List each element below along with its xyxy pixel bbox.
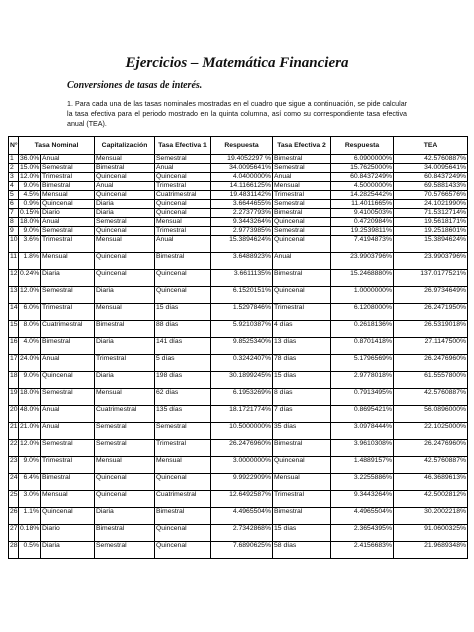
tea-value: 26.9734649% (394, 287, 468, 304)
tea-value: 56.0896000% (394, 406, 468, 423)
table-row (9, 406, 468, 423)
effective-period-1: Quincenal (155, 173, 211, 182)
table-row (9, 287, 468, 304)
answer-2: 15.7625000% (331, 164, 394, 173)
effective-period-1: Trimestral (155, 227, 211, 236)
answer-1: 19.4052297 % (211, 155, 273, 164)
capitalization: Quincenal (95, 270, 155, 287)
effective-period-2: Anual (273, 253, 331, 270)
effective-period-2: Trimestral (273, 191, 331, 200)
row-number: 21 (9, 423, 19, 440)
answer-2: 7.4194873% (331, 236, 394, 253)
nominal-rate: 18.0% (19, 389, 41, 406)
effective-period-1: 198 días (155, 372, 211, 389)
nominal-rate: 9.0% (19, 457, 41, 474)
answer-2: 4.5000000% (331, 182, 394, 191)
header-number: N° (9, 137, 19, 155)
answer-1: 3.6611135% (211, 270, 273, 287)
row-number: 2 (9, 164, 19, 173)
tea-value: 24.1021990% (394, 200, 468, 209)
effective-period-2: 4 días (273, 321, 331, 338)
answer-2: 2.9778018% (331, 372, 394, 389)
effective-period-1: Bimestral (155, 508, 211, 525)
tea-value: 70.5766576% (394, 191, 468, 200)
capitalization: Semestral (95, 440, 155, 457)
capitalization: Quincenal (95, 191, 155, 200)
capitalization: Mensual (95, 155, 155, 164)
effective-period-2: Anual (273, 173, 331, 182)
answer-2: 0.8701418% (331, 338, 394, 355)
effective-period-1: Anual (155, 164, 211, 173)
nominal-period: Semestral (41, 440, 95, 457)
table-row (9, 236, 468, 253)
header-answer-1: Respuesta (211, 137, 273, 155)
row-number: 17 (9, 355, 19, 372)
nominal-rate: 1.8% (19, 253, 41, 270)
tea-value: 15.3894624% (394, 236, 468, 253)
row-number: 1 (9, 155, 19, 164)
effective-period-1: Semestral (155, 423, 211, 440)
capitalization: Cuatrimestral (95, 406, 155, 423)
table-row (9, 508, 468, 525)
effective-period-1: Bimestral (155, 253, 211, 270)
answer-2: 4.4965504% (331, 508, 394, 525)
row-number: 26 (9, 508, 19, 525)
tea-value: 26.5319018% (394, 321, 468, 338)
tea-value: 30.2002218% (394, 508, 468, 525)
answer-1: 4.0400000% (211, 173, 273, 182)
table-header-row (9, 137, 468, 155)
effective-period-1: Quincenal (155, 200, 211, 209)
effective-period-2: Bimestral (273, 155, 331, 164)
answer-1: 12.6492587% (211, 491, 273, 508)
effective-period-1: Mensual (155, 218, 211, 227)
nominal-period: Bimestral (41, 338, 95, 355)
tea-value: 69.5881433% (394, 182, 468, 191)
row-number: 13 (9, 287, 19, 304)
nominal-period: Semestral (41, 287, 95, 304)
table-row (9, 270, 468, 287)
answer-1: 18.1721774% (211, 406, 273, 423)
answer-1: 5.9210387% (211, 321, 273, 338)
row-number: 14 (9, 304, 19, 321)
answer-2: 60.8437249% (331, 173, 394, 182)
answer-2: 9.4100503% (331, 209, 394, 218)
nominal-period: Mensual (41, 253, 95, 270)
effective-period-1: Quincenal (155, 287, 211, 304)
effective-period-1: Mensual (155, 457, 211, 474)
row-number: 6 (9, 200, 19, 209)
capitalization: Quincenal (95, 227, 155, 236)
capitalization: Anual (95, 182, 155, 191)
header-answer-2: Respuesta (331, 137, 394, 155)
effective-period-2: 35 días (273, 423, 331, 440)
tea-value: 27.1147500% (394, 338, 468, 355)
answer-1: 15.3894624% (211, 236, 273, 253)
nominal-rate: 6.4% (19, 474, 41, 491)
answer-1: 7.6890625% (211, 542, 273, 559)
row-number: 28 (9, 542, 19, 559)
header-capitalization: Capitalización (95, 137, 155, 155)
nominal-period: Diario (41, 525, 95, 542)
effective-period-2: Quincenal (273, 457, 331, 474)
nominal-rate: 8.0% (19, 321, 41, 338)
nominal-period: Trimestral (41, 236, 95, 253)
effective-period-1: 5 días (155, 355, 211, 372)
answer-2: 23.9903796% (331, 253, 394, 270)
row-number: 27 (9, 525, 19, 542)
tea-value: 137.0177521% (394, 270, 468, 287)
nominal-period: Trimestral (41, 173, 95, 182)
table-row (9, 209, 468, 218)
table-row (9, 423, 468, 440)
tea-value: 19.2518601% (394, 227, 468, 236)
nominal-period: Trimestral (41, 457, 95, 474)
answer-1: 19.4831142% (211, 191, 273, 200)
capitalization: Mensual (95, 236, 155, 253)
table-body (9, 155, 468, 559)
answer-2: 0.7913495% (331, 389, 394, 406)
nominal-period: Anual (41, 218, 95, 227)
effective-period-2: 78 días (273, 355, 331, 372)
answer-1: 0.3242407% (211, 355, 273, 372)
tea-value: 42.5760887% (394, 155, 468, 164)
table-row (9, 200, 468, 209)
row-number: 15 (9, 321, 19, 338)
nominal-rate: 36.0% (20, 155, 40, 162)
effective-period-1: 88 días (155, 321, 211, 338)
tea-value: 42.5760887% (394, 457, 468, 474)
effective-period-1: Quincenal (155, 474, 211, 491)
answer-2: 2.3654395% (331, 525, 394, 542)
capitalization: Semestral (95, 218, 155, 227)
nominal-rate: 3.6% (19, 236, 41, 253)
effective-period-1: 141 días (155, 338, 211, 355)
answer-2: 19.2539811% (331, 227, 394, 236)
answer-2: 5.1796569% (331, 355, 394, 372)
tea-value: 21.9689348% (394, 542, 468, 559)
nominal-rate: 48.0% (19, 406, 41, 423)
effective-period-2: Bimestral (273, 270, 331, 287)
table-row (9, 525, 468, 542)
nominal-period: Bimestral (41, 474, 95, 491)
capitalization: Diaria (95, 508, 155, 525)
effective-period-1: Semestral (155, 155, 211, 164)
answer-1: 1.5297846% (211, 304, 273, 321)
nominal-rate: 12.0% (20, 173, 40, 180)
row-number: 5 (9, 191, 19, 200)
instruction-paragraph: 1. Para cada una de las tasas nominales mostradas en el cuadro que sigue a continuación, se pide calcular la tasa efectiva para el periodo mostrado en la quinta columna, así como su correspondiente tasa efectiva anual (TEA). (67, 100, 407, 128)
effective-period-2: Quincenal (273, 236, 331, 253)
capitalization: Diaria (95, 338, 155, 355)
effective-period-2: Quincenal (273, 218, 331, 227)
nominal-period: Semestral (41, 164, 95, 173)
effective-period-2: 58 días (273, 542, 331, 559)
nominal-rate: 9.0% (19, 227, 41, 236)
effective-period-2: Bimestral (273, 209, 331, 218)
effective-period-2: Quincenal (273, 287, 331, 304)
row-number: 3 (9, 173, 19, 182)
nominal-rate: 9.0% (19, 182, 41, 191)
effective-period-2: 8 días (273, 389, 331, 406)
capitalization: Diaria (95, 209, 155, 218)
nominal-period: Quincenal (41, 200, 95, 209)
effective-period-2: 15 días (273, 372, 331, 389)
effective-period-2: Semestral (273, 200, 331, 209)
nominal-period: Quincenal (41, 372, 95, 389)
nominal-rate: 18.0% (20, 218, 40, 225)
row-number: 16 (9, 338, 19, 355)
table-row (9, 372, 468, 389)
row-number: 25 (9, 491, 19, 508)
effective-period-2: Mensual (273, 474, 331, 491)
answer-2: 3.0978444% (331, 423, 394, 440)
row-number: 24 (9, 474, 19, 491)
nominal-rate: 1.1% (19, 508, 41, 525)
header-tea: TEA (394, 137, 468, 155)
answer-1: 26.2476960% (211, 440, 273, 457)
capitalization: Bimestral (95, 321, 155, 338)
tea-value: 71.5312714% (394, 209, 468, 218)
table-row (9, 253, 468, 270)
nominal-period: Mensual (41, 191, 95, 200)
row-number: 11 (9, 253, 19, 270)
tea-value: 61.5557800% (394, 372, 468, 389)
nominal-rate: 24.0% (19, 355, 41, 372)
nominal-rate: 0.24% (19, 270, 41, 287)
nominal-period: Anual (41, 355, 95, 372)
nominal-rate: 3.0% (19, 491, 41, 508)
effective-period-2: Trimestral (273, 304, 331, 321)
answer-1: 9.3443264% (211, 218, 273, 227)
answer-1: 2.2737793% (211, 209, 273, 218)
capitalization: Quincenal (95, 474, 155, 491)
nominal-rate: 4.5% (19, 191, 41, 200)
answer-2: 14.2825442% (331, 191, 394, 200)
answer-1: 34.0095641% (211, 164, 273, 173)
header-effective-rate-2: Tasa Efectiva 2 (273, 137, 331, 155)
table-row (9, 321, 468, 338)
nominal-rate: 0.18% (19, 525, 41, 542)
effective-period-1: Quincenal (155, 270, 211, 287)
tea-value: 34.0095641% (394, 164, 468, 173)
row-number: 22 (9, 440, 19, 457)
effective-period-2: 13 días (273, 338, 331, 355)
nominal-rate: 21.0% (19, 423, 41, 440)
row-number: 18 (9, 372, 19, 389)
answer-1: 2.7342868% (211, 525, 273, 542)
section-subtitle: Conversiones de tasas de interés. (67, 80, 203, 91)
table-row (9, 155, 468, 164)
answer-2: 0.8695421% (331, 406, 394, 423)
tea-value: 42.5760887% (394, 389, 468, 406)
answer-1: 9.8525340% (211, 338, 273, 355)
tea-value: 26.2476960% (394, 355, 468, 372)
capitalization: Bimestral (95, 164, 155, 173)
effective-period-2: Semestral (273, 227, 331, 236)
tea-value: 42.5002812% (394, 491, 468, 508)
answer-2: 3.9610308% (331, 440, 394, 457)
effective-period-2: Semestral (273, 164, 331, 173)
nominal-period: Diaria (41, 270, 95, 287)
tea-value: 91.0600325% (394, 525, 468, 542)
capitalization: Bimestral (95, 525, 155, 542)
capitalization: Diaria (95, 200, 155, 209)
nominal-rate: 15.0% (20, 164, 40, 171)
answer-1: 9.9922909% (211, 474, 273, 491)
nominal-period: Anual (41, 423, 95, 440)
effective-period-1: Anual (155, 236, 211, 253)
answer-1: 4.4965504% (211, 508, 273, 525)
row-number: 9 (9, 227, 19, 236)
effective-period-1: Quincenal (155, 542, 211, 559)
effective-period-2: Bimestral (273, 508, 331, 525)
answer-1: 30.1899245% (211, 372, 273, 389)
capitalization: Quincenal (95, 253, 155, 270)
nominal-rate: 12.0% (19, 440, 41, 457)
table-row (9, 227, 468, 236)
nominal-period: Semestral (41, 227, 95, 236)
answer-2: 1.0000000% (331, 287, 394, 304)
table-row (9, 389, 468, 406)
tea-value: 26.2471950% (394, 304, 468, 321)
table-row (9, 164, 468, 173)
answer-1: 3.6644655% (211, 200, 273, 209)
answer-2: 9.3443264% (331, 491, 394, 508)
answer-2: 3.2255886% (331, 474, 394, 491)
effective-period-1: Trimestral (155, 182, 211, 191)
answer-1: 3.0000000% (211, 457, 273, 474)
nominal-rate: 6.0% (19, 304, 41, 321)
nominal-period: Anual (41, 155, 95, 164)
row-number: 10 (9, 236, 19, 253)
effective-period-1: Cuatrimestral (155, 191, 211, 200)
nominal-rate: 0.5% (19, 542, 41, 559)
effective-period-1: 135 días (155, 406, 211, 423)
answer-1: 2.9773985% (211, 227, 273, 236)
table-row (9, 182, 468, 191)
table-row (9, 542, 468, 559)
table-row (9, 440, 468, 457)
capitalization: Mensual (95, 389, 155, 406)
answer-2: 11.4011665% (331, 200, 394, 209)
table-row (9, 338, 468, 355)
nominal-period: Diario (41, 209, 95, 218)
answer-1: 3.6488923% (211, 253, 273, 270)
answer-2: 6.1208000% (331, 304, 394, 321)
nominal-period: Diaria (41, 542, 95, 559)
nominal-period: Mensual (41, 491, 95, 508)
effective-period-2: Mensual (273, 182, 331, 191)
nominal-rate: 9.0% (19, 372, 41, 389)
table-row (9, 218, 468, 227)
nominal-period: Quincenal (41, 508, 95, 525)
table-row (9, 304, 468, 321)
capitalization: Trimestral (95, 355, 155, 372)
document-title: Ejercicios – Matemática Financiera (125, 55, 349, 71)
tea-value: 22.1025000% (394, 423, 468, 440)
effective-period-2: 7 días (273, 406, 331, 423)
nominal-rate: 0.15% (20, 209, 40, 216)
row-number: 7 (9, 209, 19, 218)
answer-2: 2.4156683% (331, 542, 394, 559)
effective-period-2: Trimestral (273, 491, 331, 508)
answer-1: 14.1166125% (211, 182, 273, 191)
nominal-rate: 12.0% (19, 287, 41, 304)
nominal-period: Cuatrimestral (41, 321, 95, 338)
answer-1: 6.1953269% (211, 389, 273, 406)
table-row (9, 491, 468, 508)
effective-period-1: Trimestral (155, 440, 211, 457)
row-number: 12 (9, 270, 19, 287)
tea-value: 26.2476960% (394, 440, 468, 457)
effective-period-2: Bimestral (273, 440, 331, 457)
table-row (9, 191, 468, 200)
nominal-rate: 0.9% (19, 200, 41, 209)
tea-value: 46.3689613% (394, 474, 468, 491)
effective-period-1: Quincenal (155, 209, 211, 218)
nominal-period: Bimestral (41, 182, 95, 191)
row-number: 4 (9, 182, 19, 191)
nominal-rate: 4.0% (19, 338, 41, 355)
nominal-period: Semestral (41, 389, 95, 406)
answer-1: 6.1520151% (211, 287, 273, 304)
row-number: 20 (9, 406, 19, 423)
capitalization: Mensual (95, 457, 155, 474)
capitalization: Semestral (95, 542, 155, 559)
table-row (9, 355, 468, 372)
capitalization: Semestral (95, 423, 155, 440)
effective-period-2: 15 días (273, 525, 331, 542)
table-row (9, 474, 468, 491)
row-number: 8 (9, 218, 19, 227)
row-number: 23 (9, 457, 19, 474)
tea-value: 19.5618171% (394, 218, 468, 227)
answer-2: 0.2618136% (331, 321, 394, 338)
tea-value: 23.9903796% (394, 253, 468, 270)
rates-table (8, 136, 468, 559)
nominal-period: Anual (41, 406, 95, 423)
answer-2: 0.4720984% (331, 218, 394, 227)
answer-2: 1.4889157% (331, 457, 394, 474)
capitalization: Diaria (95, 372, 155, 389)
answer-2: 6.0900000% (331, 155, 394, 164)
capitalization: Quincenal (95, 173, 155, 182)
effective-period-1: Cuatrimestral (155, 491, 211, 508)
table-row (9, 457, 468, 474)
answer-2: 15.2468880% (331, 270, 394, 287)
tea-value: 60.8437249% (394, 173, 468, 182)
header-effective-rate-1: Tasa Efectiva 1 (155, 137, 211, 155)
effective-period-1: Quincenal (155, 525, 211, 542)
table-row (9, 173, 468, 182)
capitalization: Mensual (95, 304, 155, 321)
nominal-period: Trimestral (41, 304, 95, 321)
effective-period-1: 62 días (155, 389, 211, 406)
capitalization: Quincenal (95, 491, 155, 508)
answer-1: 10.5000000% (211, 423, 273, 440)
header-nominal-rate: Tasa Nominal (19, 137, 95, 155)
row-number: 19 (9, 389, 19, 406)
capitalization: Diaria (95, 287, 155, 304)
effective-period-1: 15 días (155, 304, 211, 321)
